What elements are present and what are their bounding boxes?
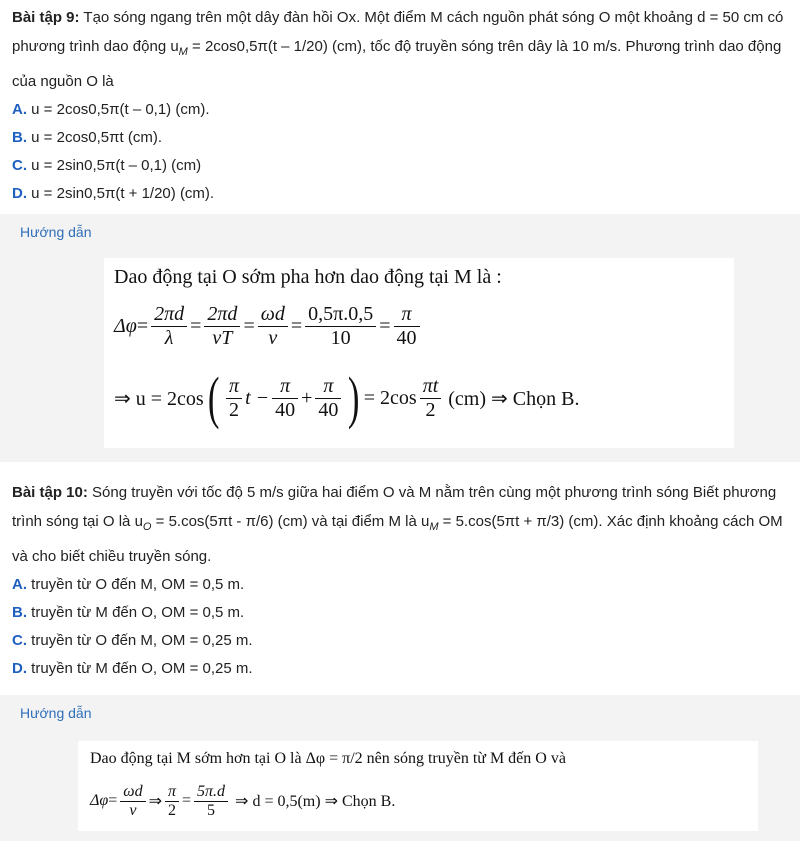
- fraction: $\frac{\pi}{40}$: [315, 375, 341, 422]
- fraction: $\frac{\pi}{2}$: [226, 375, 242, 422]
- formula-text: ⇒ d = 0,5(m) ⇒ Chọn B.: [235, 793, 396, 810]
- hint-toggle[interactable]: Hướng dẫn: [0, 214, 800, 250]
- option-key: D.: [12, 185, 27, 202]
- fraction: $\frac{0,5\pi.0,5}{10}$: [305, 303, 376, 350]
- option-key: C.: [12, 157, 27, 174]
- option-key: D.: [12, 660, 27, 677]
- option-a[interactable]: [12, 96, 788, 124]
- fraction: $\frac{\pi t}{2}$: [420, 375, 442, 422]
- option-key: C.: [12, 632, 27, 649]
- option-d[interactable]: [12, 655, 788, 683]
- option-text: u = 2cos0,5πt (cm).: [31, 129, 162, 146]
- exercise-10-question: [12, 478, 788, 571]
- option-key: A.: [12, 101, 27, 118]
- fraction: $\frac{5\pi.d}{5}$: [194, 783, 228, 820]
- option-text: truyền từ M đến O, OM = 0,25 m.: [31, 660, 253, 677]
- exercise-9-label: Bài tập 9:: [12, 9, 80, 26]
- option-a[interactable]: [12, 571, 788, 599]
- option-key: B.: [12, 604, 27, 621]
- option-text: u = 2sin0,5π(t – 0,1) (cm): [31, 157, 202, 174]
- solution-image: [78, 741, 758, 831]
- option-b[interactable]: [12, 599, 788, 627]
- delta-phi: Δφ: [90, 792, 109, 809]
- question-text: = 5.cos(5πt - π/6) (cm) và tại điểm M là u: [151, 513, 430, 530]
- solution-line: Dao động tại M sớm hơn tại O là Δφ = π/2 nên sóng truyền từ M đến O và: [90, 750, 566, 767]
- option-c[interactable]: [12, 152, 788, 180]
- subscript: O: [142, 521, 152, 533]
- fraction: $\frac{\pi}{40}$: [394, 303, 420, 350]
- exercise-9: [0, 0, 800, 208]
- fraction: $\frac{\pi}{40}$: [272, 375, 298, 422]
- delta-phi: Δφ: [114, 314, 137, 337]
- fraction: $\frac{2\pi d}{vT}$: [204, 303, 240, 350]
- formula-text: = 2cos: [363, 386, 417, 409]
- option-b[interactable]: [12, 124, 788, 152]
- formula-row: Δφ = $\frac{2\pi d}{\lambda}$ = $\frac{2\pi d}{vT}$ = $\frac{\omega d}{v}$ = $\frac{0,5\pi.0,5}{10}$ = $\frac{\pi}{40}$: [114, 290, 734, 362]
- formula-text: t −: [245, 386, 270, 409]
- question-text: Tạo sóng ngang trên một dây đàn hồi Ox. Một điểm M cách nguồn phát sóng O một khoảng d = 50 cm có phương trình dao động u: [12, 9, 784, 55]
- question-text: = 2cos0,5π(t – 1/20) (cm), tốc độ truyền sóng trên dây là 10 m/s. Phương trình dao động của nguồn O là: [12, 38, 782, 90]
- option-d[interactable]: [12, 180, 788, 208]
- exercise-9-question: [12, 3, 788, 96]
- fraction: $\frac{2\pi d}{\lambda}$: [151, 303, 187, 350]
- subscript: M: [178, 46, 188, 58]
- formula-row: ⇒ u = 2cos ( $\frac{\pi}{2}$ t − $\frac{\pi}{40}$ + $\frac{\pi}{40}$ ) = 2cos $\frac{\pi t}{2}$ (cm) ⇒ Chọn B.: [114, 365, 580, 430]
- option-text: u = 2cos0,5π(t – 0,1) (cm).: [31, 101, 210, 118]
- solution-image: [104, 258, 734, 448]
- fraction: $\frac{\pi}{2}$: [165, 783, 179, 820]
- question-text: = 5.cos(5πt + π/3) (cm). Xác định khoảng cách OM và cho biết chiều truyền sóng.: [12, 513, 783, 565]
- solution-panel: [0, 731, 800, 841]
- solution-panel: [0, 250, 800, 462]
- option-text: u = 2sin0,5π(t + 1/20) (cm).: [31, 185, 215, 202]
- option-c[interactable]: [12, 627, 788, 655]
- fraction: $\frac{\omega d}{v}$: [120, 783, 145, 820]
- question-text: Sóng truyền với tốc độ 5 m/s giữa hai điểm O và M nằm trên cùng một phương trình sóng Biết phương trình sóng tại O là u: [12, 484, 777, 530]
- hint-toggle[interactable]: Hướng dẫn: [0, 695, 800, 731]
- option-key: A.: [12, 576, 27, 593]
- formula-text: ⇒ u = 2cos: [114, 387, 204, 410]
- option-text: truyền từ O đến M, OM = 0,5 m.: [31, 576, 245, 593]
- formula-row: Δφ = $\frac{\omega d}{v}$ ⇒ $\frac{\pi}{2}$ = $\frac{5\pi.d}{5}$ ⇒ d = 0,5(m) ⇒ Chọn B.: [90, 782, 396, 819]
- exercise-10: [0, 462, 800, 683]
- option-text: truyền từ M đến O, OM = 0,5 m.: [31, 604, 245, 621]
- option-text: truyền từ O đến M, OM = 0,25 m.: [31, 632, 253, 649]
- exercise-10-label: Bài tập 10:: [12, 484, 88, 501]
- fraction: $\frac{\omega d}{v}$: [258, 303, 288, 350]
- solution-line: Dao động tại O sớm pha hơn dao động tại M là :: [114, 266, 502, 288]
- formula-text: (cm) ⇒ Chọn B.: [448, 387, 580, 410]
- option-key: B.: [12, 129, 27, 146]
- subscript: M: [429, 521, 439, 533]
